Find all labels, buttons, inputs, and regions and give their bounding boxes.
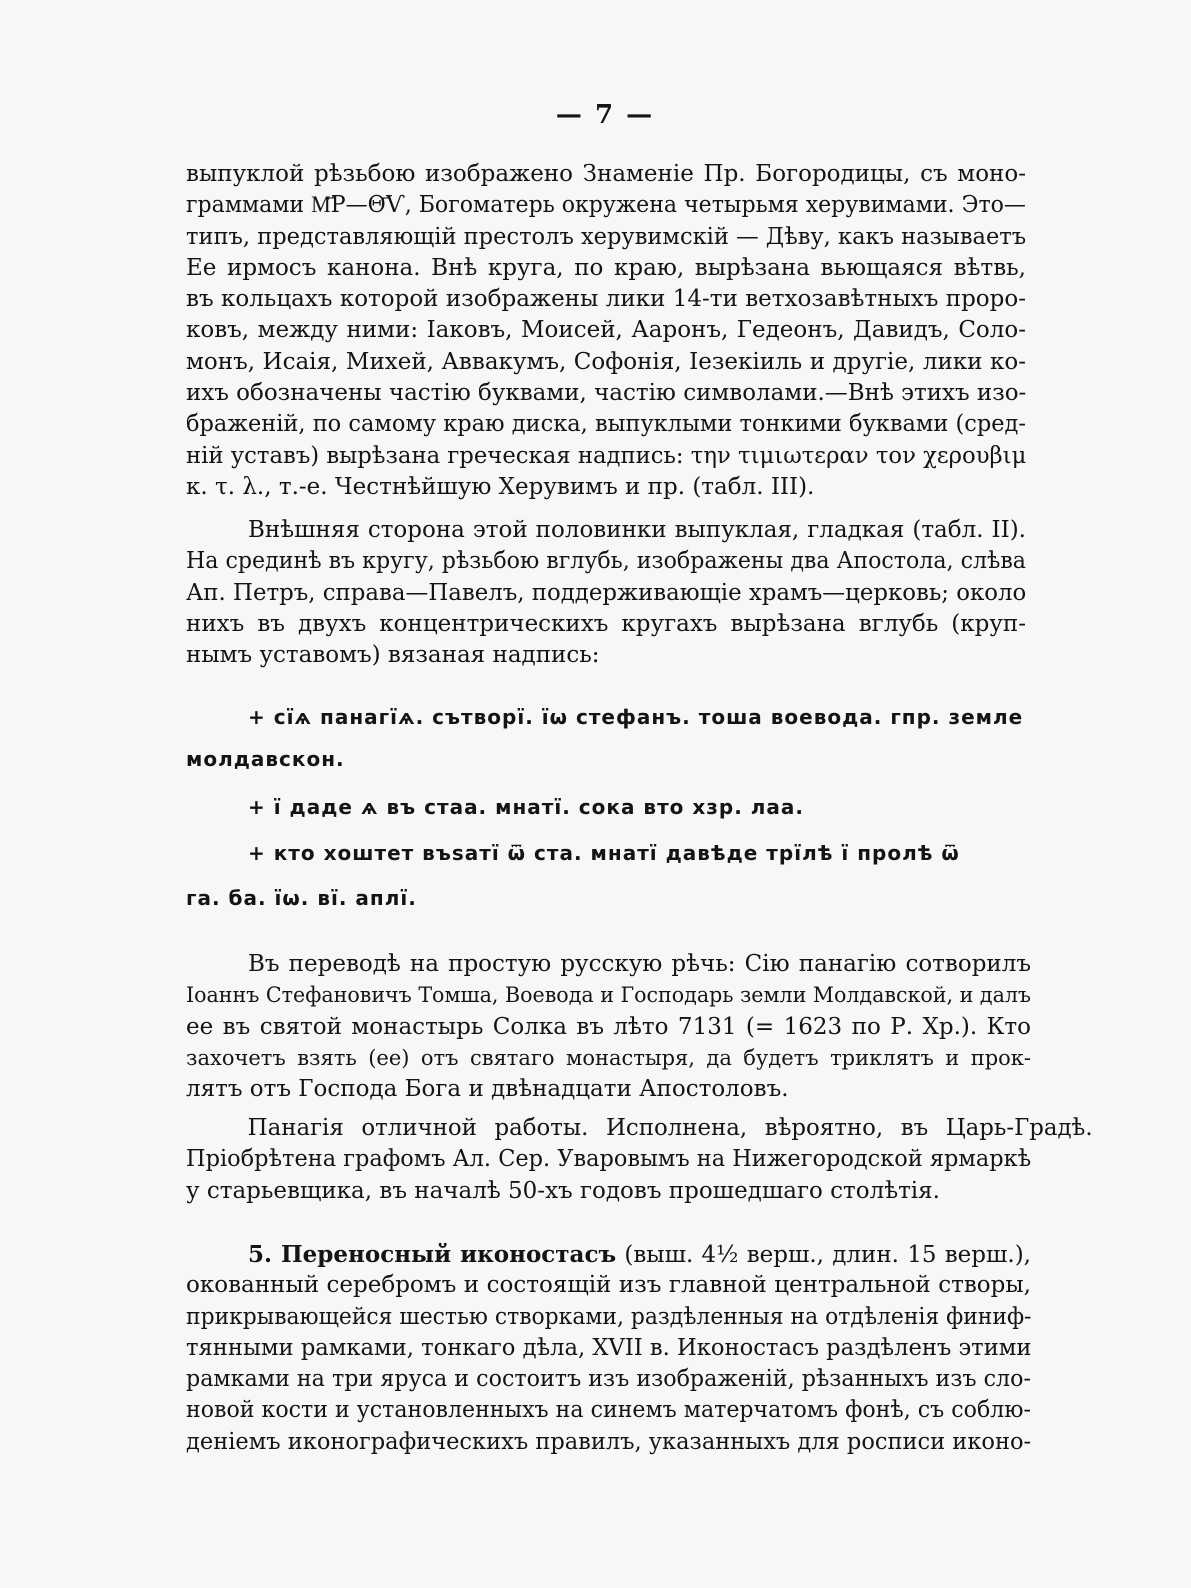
text-line: Іоаннъ Стефановичъ Томша, Воевода и Господарь земли Молдавской, и далъ xyxy=(186,983,1032,1008)
text-line: прикрывающейся шестью створками, раздѣленныя на отдѣленія финиф- xyxy=(186,1303,1032,1330)
text-line: ее въ святой монастырь Солка въ лѣто 7131 (= 1623 по Р. Хр.). Кто xyxy=(186,1013,1031,1040)
text-line: нымъ уставомъ) вязаная надпись: xyxy=(186,642,600,669)
paragraph-1 xyxy=(186,159,1026,503)
inscription-line: молдавскон. xyxy=(186,747,345,771)
paragraph-4 xyxy=(186,1113,1093,1207)
paragraph-3 xyxy=(186,949,1031,1105)
text-line: κ. τ. λ., т.-е. Честнѣйшую Херувимъ и пр. (табл. III). xyxy=(186,473,815,500)
text-line: ковъ, между ними: Іаковъ, Моисей, Ааронъ, Гедеонъ, Давидъ, Соло- xyxy=(186,317,1026,344)
text-line: Ап. Петръ, справа—Павелъ, поддерживающіе храмъ—церковь; около xyxy=(186,579,1027,606)
paragraph-2 xyxy=(186,515,1026,671)
section-heading: 5. Переносный иконостасъ xyxy=(248,1241,617,1268)
text-line: выпуклой рѣзьбою изображено Знаменіе Пр. Богородицы, съ моно- xyxy=(186,161,1026,187)
inscription-line: + сїѧ панагїѧ. сътворї. їѡ стефанъ. тоша воевода. гпр. земле xyxy=(248,705,1024,729)
text-line: Ее ирмосъ канона. Внѣ круга, по краю, вырѣзана вьющаяся вѣтвь, xyxy=(186,254,1026,281)
text-line xyxy=(186,1239,1031,1270)
text-line: захочетъ взять (ее) отъ святаго монастыря, да будетъ триклятъ и прок- xyxy=(186,1045,1031,1070)
text-line: лятъ отъ Господа Бога и двѣнадцати Апостоловъ. xyxy=(186,1076,789,1103)
text-line: браженій, по самому краю диска, выпуклыми тонкими буквами (сред- xyxy=(186,411,1026,438)
page-number: — 7 — xyxy=(555,100,655,130)
text-line: типъ, представляющій престолъ херувимскій — Дѣву, какъ называетъ xyxy=(186,223,1027,250)
inscription-line: + кто хоштет въѕатї ѿ ста. мнатї давѣде трїлѣ ї пролѣ ѿ xyxy=(248,841,960,865)
text-line: граммами М҃Р—Θ҃Ѵ, Богоматерь окружена четырьмя херувимами. Это— xyxy=(186,192,1026,219)
inscription-line: га. ба. їѡ. вї. аплї. xyxy=(186,886,417,910)
text-line: монъ, Исаія, Михей, Аввакумъ, Софонія, Іезекіиль и другіе, лики ко- xyxy=(186,348,1026,375)
text-line: нихъ въ двухъ концентрическихъ кругахъ вырѣзана вглубь (круп- xyxy=(186,610,1026,637)
text-line: Внѣшняя сторона этой половинки выпуклая, гладкая (табл. II). xyxy=(248,517,1026,543)
inscription-line: + ї даде ѧ въ стаа. мнатї. сока вто хзр. лаа. xyxy=(248,795,805,819)
text-line: На срединѣ въ кругу, рѣзьбою вглубь, изображены два Апостола, слѣва xyxy=(186,548,1027,575)
text-line: окованный серебромъ и состоящій изъ главной центральной створы, xyxy=(186,1272,1031,1299)
text-line: рамками на три яруса и состоитъ изъ изображеній, рѣзанныхъ изъ сло- xyxy=(186,1366,1031,1393)
text-line: Панагія отличной работы. Исполнена, вѣроятно, въ Царь-Градѣ. xyxy=(247,1115,1093,1141)
text-line: деніемъ иконографическихъ правилъ, указанныхъ для росписи иконо- xyxy=(186,1428,1032,1455)
dimensions-text: (выш. 4½ верш., длин. 15 верш.), xyxy=(624,1242,1031,1268)
text-line: въ кольцахъ которой изображены лики 14-ти ветхозавѣтныхъ проро- xyxy=(186,286,1026,313)
text-line: Пріобрѣтена графомъ Ал. Сер. Уваровымъ на Нижегородской ярмаркѣ xyxy=(186,1146,1032,1173)
text-line: у старьевщика, въ началѣ 50-хъ годовъ прошедшаго столѣтія. xyxy=(186,1177,940,1204)
text-line: ній уставъ) вырѣзана греческая надпись: την τιμιωτεραν τον χερουβιμ xyxy=(186,442,1027,469)
text-line: новой кости и установленныхъ на синемъ матерчатомъ фонѣ, съ соблю- xyxy=(186,1397,1031,1424)
text-line: ихъ обозначены частію буквами, частію символами.—Внѣ этихъ изо- xyxy=(186,380,1027,407)
text-line: Въ переводѣ на простую русскую рѣчь: Сію панагію сотворилъ xyxy=(248,951,1031,977)
text-line: тянными рамками, тонкаго дѣла, XVII в. Иконостасъ раздѣленъ этими xyxy=(186,1334,1032,1361)
section-5 xyxy=(186,1239,1031,1458)
